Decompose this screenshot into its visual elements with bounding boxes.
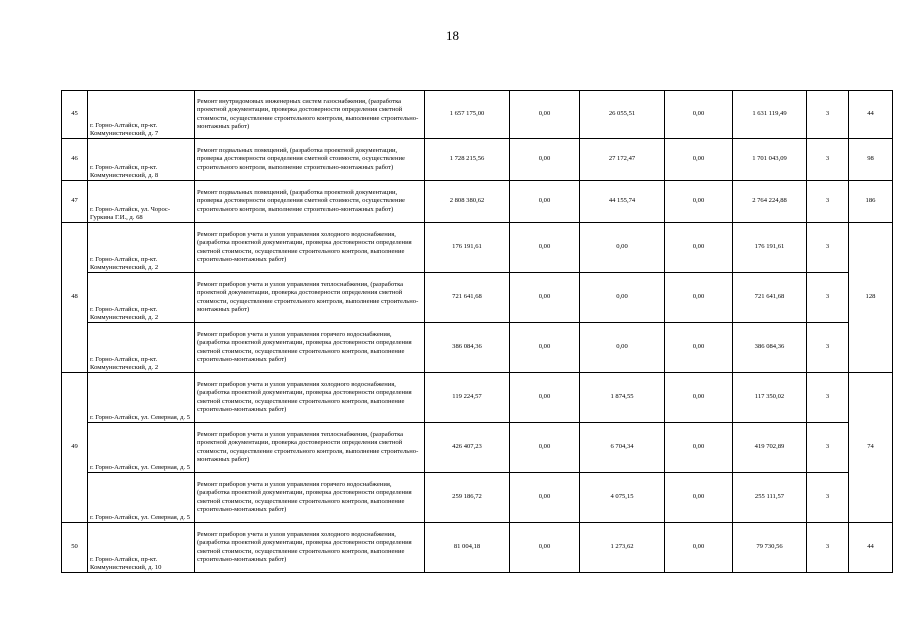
fund-cost-cell: 0,00	[510, 91, 580, 139]
owners-cost-cell: 1 631 119,49	[733, 91, 807, 139]
total-cost-cell: 1 657 175,00	[425, 91, 510, 139]
address-cell: г. Горно-Алтайск, пр-кт. Коммунистический, д. 7	[88, 91, 195, 139]
apartments-count-cell: 128	[849, 223, 893, 373]
term-cell: 3	[807, 373, 849, 423]
fund-cost-cell: 0,00	[510, 223, 580, 273]
row-number-cell: 48	[62, 223, 88, 373]
work-description-cell: Ремонт подвальных помещений, (разработка проектной документации, проверка достоверности определения сметной стоимости, осуществление строительного контроля, выполнение строительно-монтажных работ)	[195, 181, 425, 223]
fund-cost-cell: 0,00	[510, 181, 580, 223]
table-row	[62, 473, 893, 523]
budget-cost-cell: 4 075,15	[580, 473, 665, 523]
works-table	[61, 90, 893, 573]
total-cost-cell: 119 224,57	[425, 373, 510, 423]
owners-cost-cell: 721 641,68	[733, 273, 807, 323]
fund-cost-cell: 0,00	[510, 423, 580, 473]
budget-cost-cell: 1 874,55	[580, 373, 665, 423]
fund-cost-cell: 0,00	[510, 373, 580, 423]
owners-cost-cell: 386 084,36	[733, 323, 807, 373]
address-cell: г. Горно-Алтайск, пр-кт. Коммунистический, д. 10	[88, 523, 195, 573]
fund-cost-cell: 0,00	[510, 473, 580, 523]
work-description-cell: Ремонт приборов учета и узлов управления холодного водоснабжения, (разработка проектной документации, проверка достоверности определения сметной стоимости, осуществление строительного контроля, выполнение строительно-монтажных работ)	[195, 223, 425, 273]
owners-cost-cell: 419 702,89	[733, 423, 807, 473]
work-description-cell: Ремонт приборов учета и узлов управления теплоснабжения, (разработка проектной документации, проверка достоверности определения сметной стоимости, осуществление строительного контроля, выполнение строительно-монтажных работ)	[195, 423, 425, 473]
apartments-count-cell: 74	[849, 373, 893, 523]
total-cost-cell: 1 728 215,56	[425, 139, 510, 181]
budget-cost-cell: 1 273,62	[580, 523, 665, 573]
row-number-cell: 49	[62, 373, 88, 523]
work-description-cell: Ремонт приборов учета и узлов управления холодного водоснабжения, (разработка проектной документации, проверка достоверности определения сметной стоимости, осуществление строительного контроля, выполнение строительно-монтажных работ)	[195, 373, 425, 423]
term-cell: 3	[807, 323, 849, 373]
budget-cost-cell: 0,00	[580, 273, 665, 323]
table-row	[62, 323, 893, 373]
budget-cost-cell: 0,00	[580, 323, 665, 373]
owners-cost-cell: 2 764 224,88	[733, 181, 807, 223]
table-row	[62, 223, 893, 273]
row-number-cell: 45	[62, 91, 88, 139]
table-row	[62, 423, 893, 473]
term-cell: 3	[807, 273, 849, 323]
address-cell: г. Горно-Алтайск, пр-кт. Коммунистический, д. 2	[88, 273, 195, 323]
address-cell: г. Горно-Алтайск, ул. Чорос-Гуркина Г.И., д. 68	[88, 181, 195, 223]
table-row	[62, 273, 893, 323]
address-cell: г. Горно-Алтайск, ул. Северная, д. 5	[88, 373, 195, 423]
address-cell: г. Горно-Алтайск, ул. Северная, д. 5	[88, 473, 195, 523]
local-cost-cell: 0,00	[665, 473, 733, 523]
term-cell: 3	[807, 423, 849, 473]
page-number: 18	[446, 28, 459, 43]
owners-cost-cell: 117 350,02	[733, 373, 807, 423]
address-cell: г. Горно-Алтайск, пр-кт. Коммунистический, д. 2	[88, 223, 195, 273]
apartments-count-cell: 186	[849, 181, 893, 223]
row-number-cell: 50	[62, 523, 88, 573]
budget-cost-cell: 27 172,47	[580, 139, 665, 181]
local-cost-cell: 0,00	[665, 373, 733, 423]
owners-cost-cell: 79 730,56	[733, 523, 807, 573]
budget-cost-cell: 26 055,51	[580, 91, 665, 139]
work-description-cell: Ремонт приборов учета и узлов управления теплоснабжения, (разработка проектной документации, проверка достоверности определения сметной стоимости, осуществление строительного контроля, выполнение строительно-монтажных работ)	[195, 273, 425, 323]
budget-cost-cell: 6 704,34	[580, 423, 665, 473]
fund-cost-cell: 0,00	[510, 273, 580, 323]
local-cost-cell: 0,00	[665, 91, 733, 139]
work-description-cell: Ремонт приборов учета и узлов управления горячего водоснабжения, (разработка проектной документации, проверка достоверности определения сметной стоимости, осуществление строительного контроля, выполнение строительно-монтажных работ)	[195, 473, 425, 523]
total-cost-cell: 259 186,72	[425, 473, 510, 523]
work-description-cell: Ремонт подвальных помещений, (разработка проектной документации, проверка достоверности определения сметной стоимости, осуществление строительного контроля, выполнение строительно-монтажных работ)	[195, 139, 425, 181]
apartments-count-cell: 44	[849, 523, 893, 573]
work-description-cell: Ремонт приборов учета и узлов управления холодного водоснабжения, (разработка проектной документации, проверка достоверности определения сметной стоимости, осуществление строительного контроля, выполнение строительно-монтажных работ)	[195, 523, 425, 573]
owners-cost-cell: 176 191,61	[733, 223, 807, 273]
local-cost-cell: 0,00	[665, 223, 733, 273]
table-row	[62, 139, 893, 181]
address-cell: г. Горно-Алтайск, ул. Северная, д. 5	[88, 423, 195, 473]
local-cost-cell: 0,00	[665, 323, 733, 373]
work-description-cell: Ремонт внутридомовых инженерных систем газоснабжения, (разработка проектной документации, проверка достоверности определения сметной стоимости, осуществление строительного контроля, выполнение строительно-монтажных работ)	[195, 91, 425, 139]
fund-cost-cell: 0,00	[510, 523, 580, 573]
apartments-count-cell: 98	[849, 139, 893, 181]
table-row	[62, 523, 893, 573]
total-cost-cell: 721 641,68	[425, 273, 510, 323]
fund-cost-cell: 0,00	[510, 323, 580, 373]
table-row	[62, 181, 893, 223]
term-cell: 3	[807, 223, 849, 273]
total-cost-cell: 81 004,18	[425, 523, 510, 573]
row-number-cell: 46	[62, 139, 88, 181]
apartments-count-cell: 44	[849, 91, 893, 139]
owners-cost-cell: 1 701 043,09	[733, 139, 807, 181]
local-cost-cell: 0,00	[665, 273, 733, 323]
fund-cost-cell: 0,00	[510, 139, 580, 181]
term-cell: 3	[807, 181, 849, 223]
total-cost-cell: 2 808 380,62	[425, 181, 510, 223]
address-cell: г. Горно-Алтайск, пр-кт. Коммунистический, д. 8	[88, 139, 195, 181]
total-cost-cell: 386 084,36	[425, 323, 510, 373]
term-cell: 3	[807, 523, 849, 573]
owners-cost-cell: 255 111,57	[733, 473, 807, 523]
term-cell: 3	[807, 473, 849, 523]
budget-cost-cell: 0,00	[580, 223, 665, 273]
row-number-cell: 47	[62, 181, 88, 223]
table-row	[62, 373, 893, 423]
local-cost-cell: 0,00	[665, 523, 733, 573]
term-cell: 3	[807, 139, 849, 181]
local-cost-cell: 0,00	[665, 423, 733, 473]
budget-cost-cell: 44 155,74	[580, 181, 665, 223]
total-cost-cell: 176 191,61	[425, 223, 510, 273]
table-row	[62, 91, 893, 139]
term-cell: 3	[807, 91, 849, 139]
local-cost-cell: 0,00	[665, 181, 733, 223]
address-cell: г. Горно-Алтайск, пр-кт. Коммунистический, д. 2	[88, 323, 195, 373]
work-description-cell: Ремонт приборов учета и узлов управления горячего водоснабжения, (разработка проектной документации, проверка достоверности определения сметной стоимости, осуществление строительного контроля, выполнение строительно-монтажных работ)	[195, 323, 425, 373]
total-cost-cell: 426 407,23	[425, 423, 510, 473]
local-cost-cell: 0,00	[665, 139, 733, 181]
